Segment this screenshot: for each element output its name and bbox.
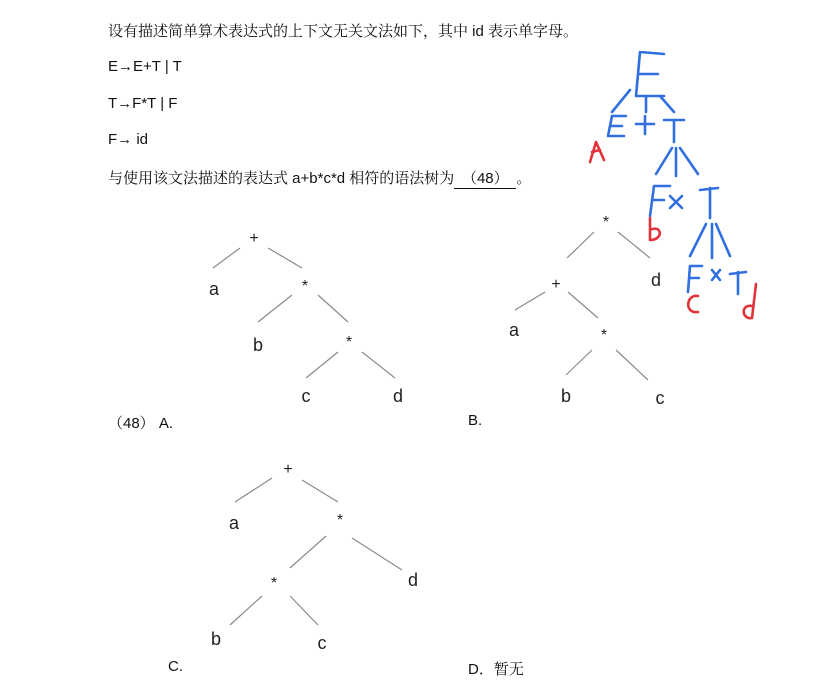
option-a-label: （48） A.	[108, 415, 174, 432]
annotation-red-text: d	[752, 312, 753, 313]
prompt-text: 与使用该文法描述的表达式 a+b*c*d 相符的语法树为	[108, 170, 455, 187]
prompt-end: 。	[516, 170, 532, 187]
tree-b-node: c	[655, 388, 665, 408]
tree-a-node: b	[252, 335, 264, 355]
tree-a-node: *	[301, 278, 309, 295]
tree-b-node: b	[560, 386, 572, 406]
option-c-label: C.	[168, 658, 183, 675]
tree-b-node: d	[650, 270, 662, 290]
tree-option-a	[209, 230, 403, 406]
tree-a-node: *	[345, 334, 353, 351]
annotation-red-text: a	[596, 156, 597, 157]
tree-b-node: a	[508, 320, 520, 340]
tree-a-node: +	[249, 230, 259, 247]
tree-b-node: +	[551, 276, 561, 293]
handwritten-derivation-tree	[590, 52, 756, 318]
annotation-red-text: b	[650, 234, 651, 235]
grammar-rule-f: F→ id	[108, 131, 149, 148]
answer-blank: （48）	[454, 167, 516, 189]
annotation-red-text: c	[690, 306, 691, 307]
grammar-rule-e: E→E+T | T	[108, 58, 182, 75]
tree-c-node: b	[210, 629, 222, 649]
option-d-label: D．暂无	[468, 661, 524, 678]
tree-b-node: *	[602, 214, 610, 231]
tree-c-node: *	[270, 575, 278, 592]
tree-c-node: *	[336, 512, 344, 529]
tree-a-node: a	[208, 279, 220, 299]
tree-a-node: d	[392, 386, 404, 406]
annotation-blue-text: E	[640, 60, 641, 61]
tree-c-node: d	[407, 570, 419, 590]
tree-option-c	[211, 461, 418, 653]
tree-c-node: +	[283, 461, 293, 478]
question-intro: 设有描述简单算术表达式的上下文无关文法如下，其中 id 表示单字母。	[108, 23, 579, 40]
option-b-label: B.	[468, 412, 483, 429]
tree-option-b	[509, 214, 665, 408]
tree-b-node: *	[600, 327, 608, 344]
tree-c-node: c	[317, 633, 327, 653]
grammar-rule-t: T→F*T | F	[108, 95, 178, 112]
tree-a-node: c	[301, 386, 311, 406]
tree-c-node: a	[228, 513, 240, 533]
